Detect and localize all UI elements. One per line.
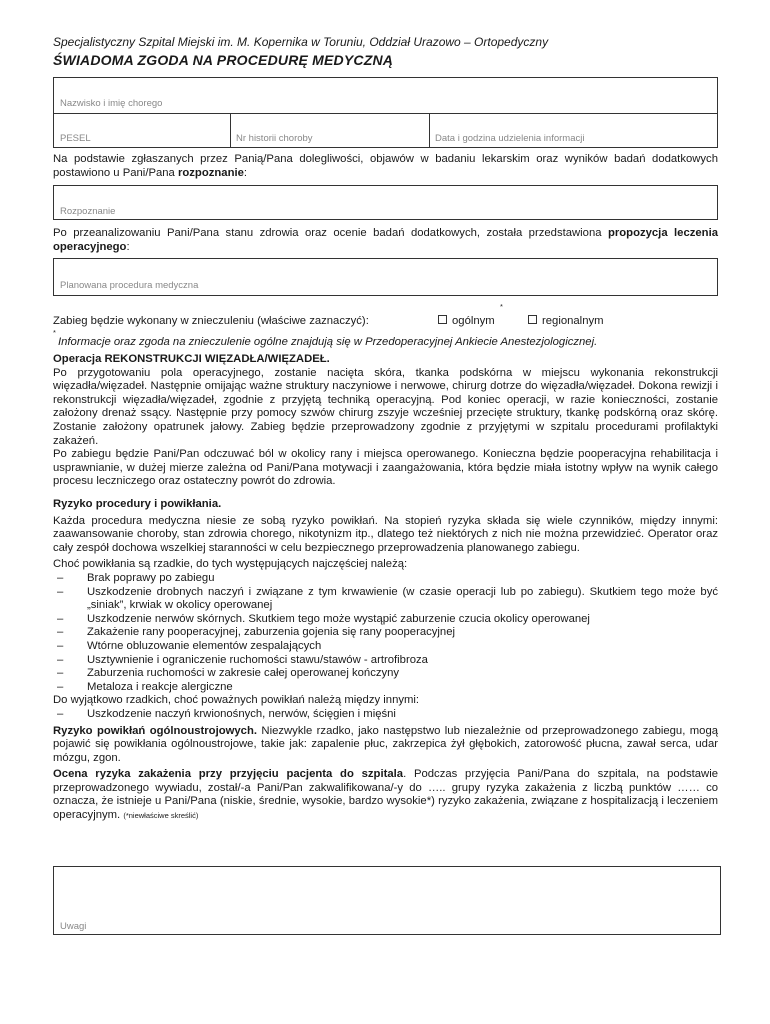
anesthesia-footnote: Informacje oraz zgoda na znieczulenie ogólne znajdują się w Przedoperacyjnej Ankiecie Anestezjologicznej.	[58, 336, 598, 348]
hospital-header: Specjalistyczny Szpital Miejski im. M. Kopernika w Toruniu, Oddział Urazowo – Ortopedyczny	[53, 35, 549, 49]
list-item: – Uszkodzenie nerwów skórnych. Skutkiem tego może wystąpić zaburzenie czucia okolicy operowanej	[53, 613, 718, 627]
list-item: – Brak poprawy po zabiegu	[53, 572, 718, 586]
common-complications-list	[53, 572, 718, 694]
diagnosis-label: Rozpoznanie	[60, 206, 116, 217]
list-item: – Usztywnienie i ograniczenie ruchomości stawu/stawów - artrofibroza	[53, 654, 718, 668]
form-title: ŚWIADOMA ZGODA NA PROCEDURĘ MEDYCZNĄ	[53, 52, 394, 68]
list-item: – Uszkodzenie naczyń krwionośnych, nerwów, ścięgien i mięśni	[53, 708, 718, 722]
general-checkbox[interactable]	[438, 315, 447, 324]
infection-risk-paragraph: Ocena ryzyka zakażenia przy przyjęciu pacjenta do szpitala. Podczas przyjęcia Pani/Pana do szpitala, na podstawie przeprowadzonego wywiadu, został/-a Pani/Pan zakwalifikowana/-y do ….. grupy ryzyka zakażenia z liczbą punktów …… co oznacza, że istnieje u Pani/Pana (niskie, średnie, wysokie, bardzo wysokie*) ryzyko zakażenia, związane z hospitalizacją i leczeniem operacyjnym. (*niewłaściwe skreślić)	[53, 768, 719, 822]
procedure-label: Planowana procedura medyczna	[60, 280, 199, 291]
info-date-field[interactable]: Data i godzina udzielenia informacji	[435, 133, 585, 144]
proposal-paragraph: Po przeanalizowaniu Pani/Pana stanu zdrowia oraz ocenie badań dodatkowych, została przedstawiona propozycja leczenia operacyjnego:	[53, 227, 718, 253]
list-item: – Zakażenie rany pooperacyjnej, zaburzenia gojenia się rany pooperacyjnej	[53, 626, 718, 640]
list-item: – Metaloza i reakcje alergiczne	[53, 681, 718, 695]
anesthesia-question: Zabieg będzie wykonany w znieczuleniu (właściwe zaznaczyć):	[53, 315, 369, 327]
rare-complications-list	[53, 708, 718, 722]
list-item: – Wtórne obluzowanie elementów zespalających	[53, 640, 718, 654]
patient-name-field[interactable]: Nazwisko i imię chorego	[60, 98, 163, 109]
remarks-label: Uwagi	[60, 921, 87, 932]
diagnosis-field[interactable]	[53, 185, 718, 220]
procedure-field[interactable]	[53, 258, 718, 296]
risk-paragraph-1: Każda procedura medyczna niesie ze sobą ryzyko powikłań. Na stopień ryzyka składa się wiele czynników, między innymi: zaawansowanie choroby, stan zdrowia chorego, nikotynizm itp., dlatego też niektórych z nich nie można przewidzieć. Operator oraz cały zespół dochowa wszelkiej staranności w celu bezpiecznego przeprowadzenia planowanego zabiegu.	[53, 514, 718, 554]
operation-section	[53, 353, 718, 489]
regional-checkbox[interactable]	[528, 315, 537, 324]
operation-paragraph-1: Po przygotowaniu pola operacyjnego, zostanie nacięta skóra, tkanka podskórna w miejscu wykonania rekonstrukcji więzadła/więzadeł. Następnie omijając ważne struktury naczyniowe i nerwowe, chirurg dotrze do więzadła/więzadeł. Dokona rewizji i rekonstrukcji więzadła/więzadeł, zgodnie z przyjętą techniką operacyjną. Pod koniec operacji, w razie konieczności, zostanie założony drenaż ssący. Następnie przy pomocy szwów chirurg zszyje wcześniej przecięte struktury, tkankę podskórną oraz skórę. Zostanie założony opatrunek jałowy. Zabieg będzie przeprowadzony zgodnie z przyjętymi w szpitalu procedurami profilaktyki zakażeń.	[53, 366, 718, 447]
patient-data-box	[53, 77, 718, 148]
operation-heading: Operacja REKONSTRUKCJI WIĘZADŁA/WIĘZADEŁ.	[53, 353, 330, 365]
pesel-field[interactable]: PESEL	[60, 133, 91, 144]
risk-heading: Ryzyko procedury i powikłania.	[53, 498, 222, 510]
history-number-field[interactable]: Nr historii choroby	[236, 133, 313, 144]
footnote-mark: *	[53, 328, 56, 337]
risk-section	[53, 498, 718, 823]
systemic-risk-paragraph: Ryzyko powikłań ogólnoustrojowych. Niezwykle rzadko, jako następstwo lub niezależnie od przeprowadzonego zabiegu, mogą pojawić się powikłania ogólnoustrojowe, takie jak: zapalenie płuc, zakrzepica żył głębokich, zatorowość płucna, zawał serca, udar mózgu, zgon.	[53, 724, 719, 764]
anesthesia-asterisk: *	[500, 302, 503, 311]
risk-paragraph-3: Do wyjątkowo rzadkich, choć poważnych powikłań należą między innymi:	[53, 694, 420, 707]
remarks-field[interactable]	[53, 866, 721, 935]
anesthesia-general-option[interactable]: ogólnym	[438, 315, 495, 329]
list-item: – Uszkodzenie drobnych naczyń i związane z tym krwawienie (w czasie operacji lub po zabiegu). Skutkiem tego może być „siniak”, krwiak w okolicy operowanej	[53, 586, 718, 613]
risk-paragraph-2: Choć powikłania są rzadkie, do tych występujących najczęściej należą:	[53, 558, 408, 571]
list-item: – Zaburzenia ruchomości w zakresie całej operowanej kończyny	[53, 667, 718, 681]
intro-paragraph: Na podstawie zgłaszanych przez Panią/Pana dolegliwości, objawów w badaniu lekarskim oraz wyników badań dodatkowych postawiono u Pani/Pana rozpoznanie:	[53, 153, 718, 179]
operation-paragraph-2: Po zabiegu będzie Pani/Pan odczuwać ból w okolicy rany i miejsca operowanego. Konieczna będzie pooperacyjna rehabilitacja i usprawnianie, w dużej mierze zależna od Pani/Pana motywacji i zaangażowania, która będzie miała istotny wpływ na wynik całego procesu leczniczego oraz ostateczny powrót do zdrowia.	[53, 448, 718, 488]
anesthesia-regional-option[interactable]: regionalnym	[528, 315, 604, 329]
